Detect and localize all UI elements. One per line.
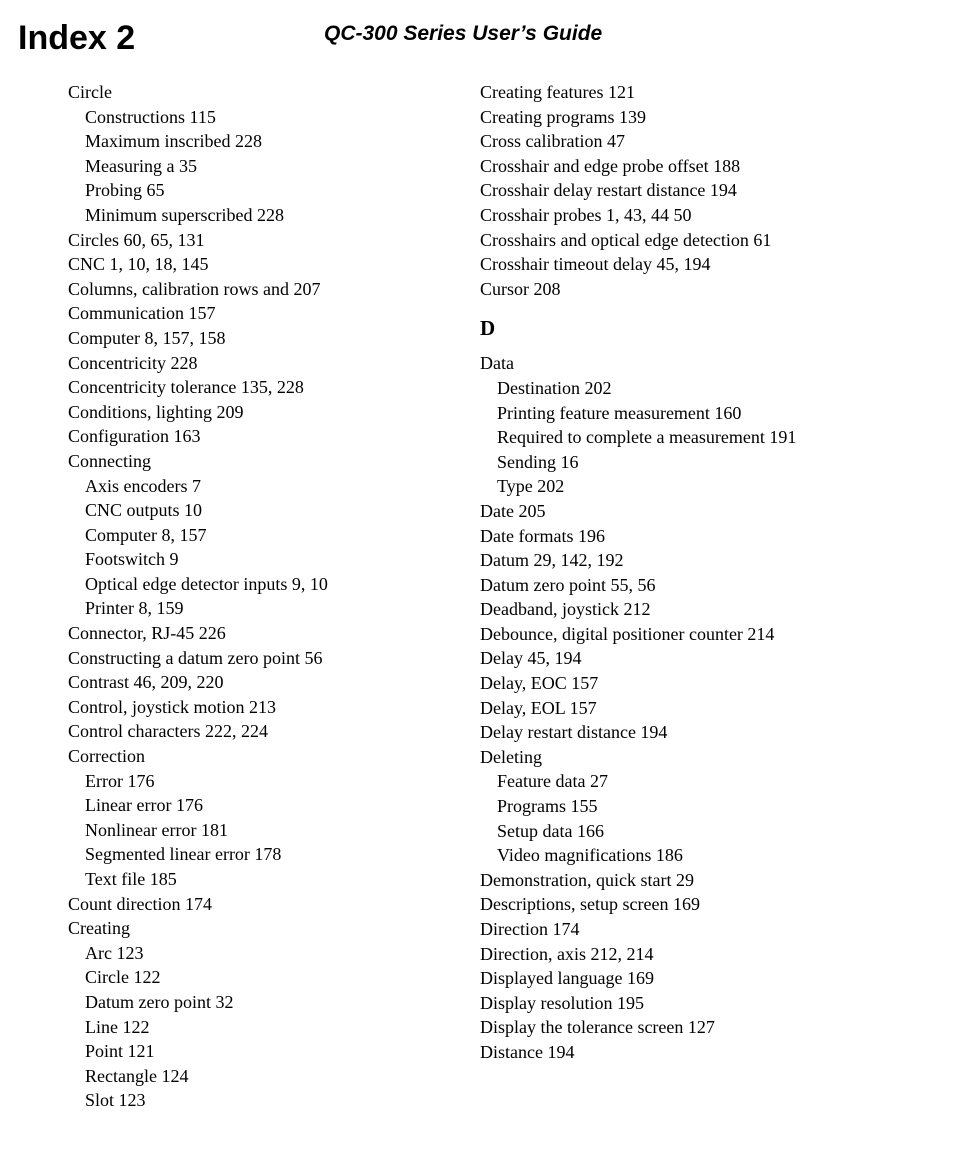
index-entry: Constructing a datum zero point 56 (68, 647, 323, 668)
index-subentry: Circle 122 (85, 967, 161, 988)
index-entry: Displayed language 169 (480, 968, 654, 989)
index-subentry: Probing 65 (85, 180, 165, 201)
index-subentry: Setup data 166 (497, 820, 604, 841)
index-entry: Delay restart distance 194 (480, 722, 668, 743)
index-entry: Delay, EOL 157 (480, 697, 597, 718)
index-subentry: Feature data 27 (497, 771, 608, 792)
index-entry: Datum 29, 142, 192 (480, 550, 624, 571)
index-subentry: Axis encoders 7 (85, 475, 201, 496)
index-entry: Crosshair delay restart distance 194 (480, 180, 737, 201)
index-entry: Delay 45, 194 (480, 648, 582, 669)
index-entry: Communication 157 (68, 303, 216, 324)
index-subentry: Text file 185 (85, 869, 177, 889)
index-entry: Crosshair and edge probe offset 188 (480, 155, 741, 176)
index-entry: Concentricity 228 (68, 352, 198, 373)
index-subentry: Optical edge detector inputs 9, 10 (85, 573, 328, 594)
index-subentry: Type 202 (497, 476, 565, 497)
index-subentry: Slot 123 (85, 1090, 146, 1111)
index-entry: Creating (68, 918, 130, 939)
index-entries-c-continued (480, 80, 940, 301)
index-subentry: Destination 202 (497, 377, 612, 398)
index-subentry: Rectangle 124 (85, 1065, 189, 1086)
index-entry: Creating features 121 (480, 82, 635, 102)
index-entry: Crosshair timeout delay 45, 194 (480, 254, 711, 275)
index-subentry: Measuring a 35 (85, 155, 197, 176)
index-entry: Descriptions, setup screen 169 (480, 894, 700, 915)
index-subentry: Nonlinear error 181 (85, 819, 228, 840)
index-entry: Contrast 46, 209, 220 (68, 672, 224, 693)
index-entry: Crosshair probes 1, 43, 44 50 (480, 204, 692, 225)
index-column-left (68, 80, 448, 1113)
index-entry: Cursor 208 (480, 278, 561, 299)
index-subentry: Programs 155 (497, 796, 598, 817)
index-subentry: Printer 8, 159 (85, 598, 184, 619)
index-subentry: Linear error 176 (85, 795, 203, 816)
index-entry: Concentricity tolerance 135, 228 (68, 377, 304, 398)
index-subentry: Maximum inscribed 228 (85, 131, 262, 152)
index-entry: Deleting (480, 746, 542, 767)
section-letter-heading: D (480, 316, 496, 341)
index-entry: Data (480, 353, 514, 374)
index-subentry: Sending 16 (497, 451, 579, 472)
index-entry: Deadband, joystick 212 (480, 599, 651, 620)
index-subentry: Segmented linear error 178 (85, 844, 282, 865)
index-subentry: Line 122 (85, 1016, 150, 1037)
index-subentry: Point 121 (85, 1041, 155, 1062)
index-entry: Display resolution 195 (480, 992, 644, 1013)
index-entry: Direction, axis 212, 214 (480, 943, 654, 964)
index-subentry: Constructions 115 (85, 106, 216, 127)
page-label: Index 2 (18, 19, 136, 57)
index-entry: Columns, calibration rows and 207 (68, 278, 321, 299)
index-entry: Connecting (68, 450, 151, 471)
index-subentry: Video magnifications 186 (497, 845, 683, 866)
index-subentry: Error 176 (85, 770, 155, 791)
index-entry: Circles 60, 65, 131 (68, 229, 205, 250)
index-subentry: Footswitch 9 (85, 549, 179, 570)
index-entry: Display the tolerance screen 127 (480, 1017, 715, 1038)
index-entry: Distance 194 (480, 1041, 575, 1062)
index-entry: Correction (68, 746, 145, 767)
index-subentry: Computer 8, 157 (85, 524, 207, 545)
index-entry: Crosshairs and optical edge detection 61 (480, 229, 772, 250)
index-entry: Computer 8, 157, 158 (68, 327, 226, 348)
index-entry: Configuration 163 (68, 426, 201, 447)
index-entry: CNC 1, 10, 18, 145 (68, 254, 209, 275)
index-entry: Conditions, lighting 209 (68, 401, 244, 422)
index-entry: Control, joystick motion 213 (68, 696, 277, 717)
index-entry: Direction 174 (480, 919, 580, 939)
index-entry: Demonstration, quick start 29 (480, 869, 694, 890)
document-title: QC-300 Series User’s Guide (324, 22, 603, 45)
index-entry: Connector, RJ-45 226 (68, 623, 226, 644)
index-entries-d (480, 351, 940, 1064)
index-entry: Datum zero point 55, 56 (480, 574, 656, 595)
index-entry: Debounce, digital positioner counter 214 (480, 623, 775, 644)
index-subentry: Arc 123 (85, 942, 144, 963)
index-entry: Date formats 196 (480, 525, 605, 546)
index-entry: Count direction 174 (68, 893, 212, 914)
index-subentry: Minimum superscribed 228 (85, 204, 284, 225)
index-entry: Control characters 222, 224 (68, 721, 268, 742)
index-entry: Delay, EOC 157 (480, 673, 599, 694)
index-subentry: CNC outputs 10 (85, 500, 203, 521)
index-entry: Circle (68, 82, 112, 102)
index-entry: Date 205 (480, 500, 546, 521)
index-entry: Cross calibration 47 (480, 131, 625, 152)
index-subentry: Printing feature measurement 160 (497, 402, 742, 423)
index-entry: Creating programs 139 (480, 106, 646, 127)
index-column-right (480, 80, 940, 1065)
index-subentry: Datum zero point 32 (85, 991, 234, 1012)
index-subentry: Required to complete a measurement 191 (497, 427, 797, 448)
